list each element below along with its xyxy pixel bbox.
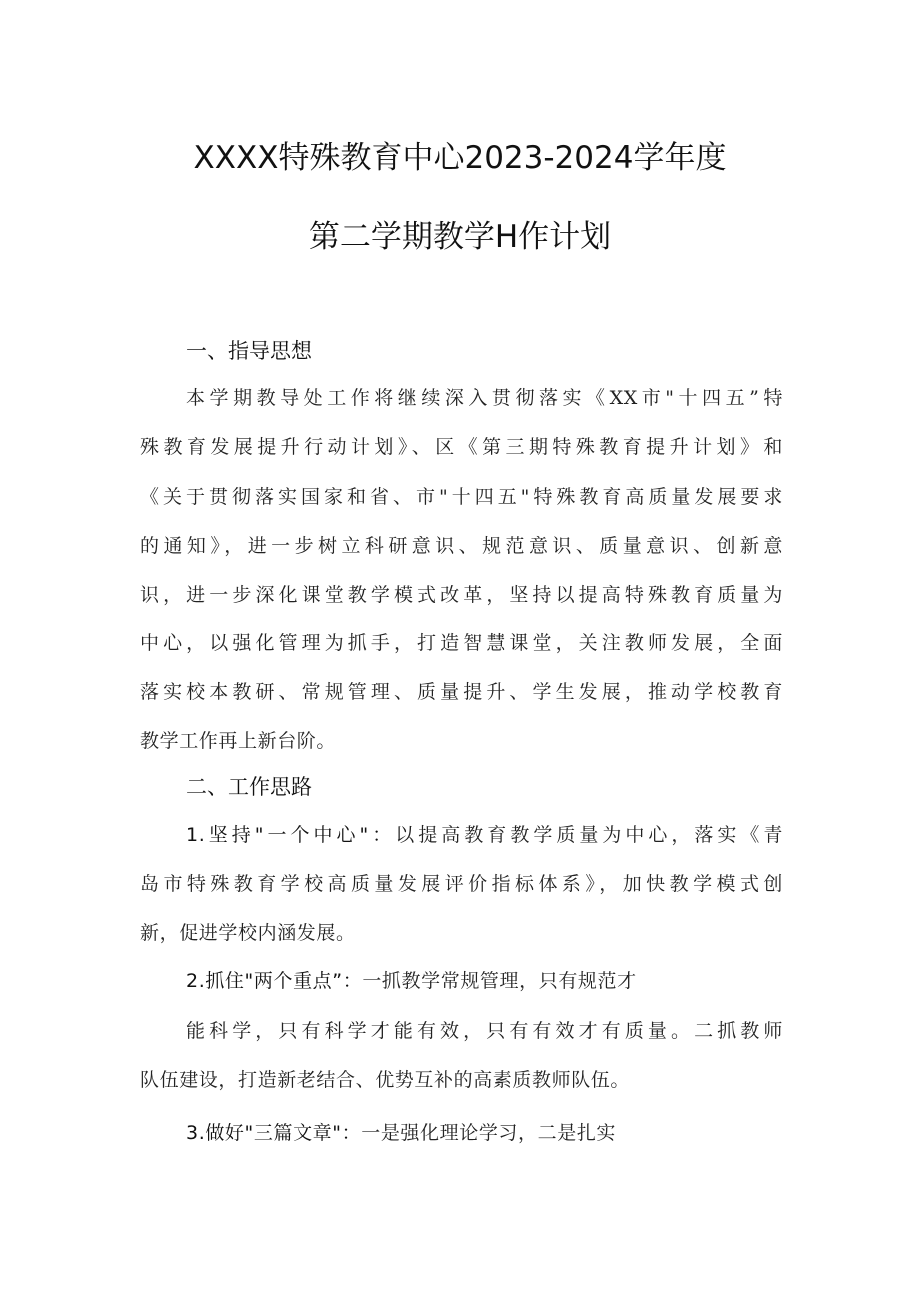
paragraph-line: 队伍建设，打造新老结合、优势互补的高素质教师队伍。 [140, 1069, 631, 1091]
point-text: 一抓教学常规管理，只有规范才 [362, 970, 637, 992]
paragraph-line: 落实校本教研、常规管理、质量提升、学生发展，推动学校教育 [140, 681, 783, 703]
paragraph-line: 新，促进学校内涵发展。 [140, 922, 356, 944]
section-heading-work-approach: 二、工作思路 [186, 775, 312, 799]
paragraph-line [186, 820, 783, 850]
point-lead: 1.坚持"一个中心"： [186, 824, 396, 846]
document-title-line-1: XXXX特殊教育中心2023-2024学年度 [193, 140, 727, 176]
point-lead: 2.抓住"两个重点”： [186, 970, 363, 992]
paragraph-line: 教学工作再上新台阶。 [140, 730, 337, 752]
point-text: 一是强化理论学习，二是扎实 [361, 1122, 617, 1144]
paragraph-line: 中心，以强化管理为抓手，打造智慧课堂，关注教师发展，全面 [140, 632, 783, 654]
paragraph-line: 《关于贯彻落实国家和省、市"十四五"特殊教育高质量发展要求 [140, 486, 783, 508]
point-lead: 3.做好"三篇文章"： [186, 1122, 362, 1144]
paragraph-line: 识，进一步深化课堂教学模式改革，坚持以提高特殊教育质量为 [140, 584, 783, 606]
paragraph-line: 岛市特殊教育学校高质量发展评价指标体系》，加快教学模式创 [140, 873, 783, 895]
paragraph-line [186, 966, 783, 996]
point-text: 以提高教育教学质量为中心，落实《青 [395, 824, 783, 846]
paragraph-line: 能科学，只有科学才能有效，只有有效才有质量。二抓教师 [186, 1020, 783, 1042]
document-title-line-2: 第二学期教学H作计划 [308, 219, 612, 255]
paragraph-line: 的通知》，进一步树立科研意识、规范意识、质量意识、创新意 [140, 535, 783, 557]
section-heading-guiding-ideology: 一、指导思想 [186, 339, 312, 363]
paragraph-line: 本学期教导处工作将继续深入贯彻落实《XX市"十四五”特 [186, 387, 783, 409]
paragraph-line [186, 1118, 783, 1148]
paragraph-line: 殊教育发展提升行动计划》、区《第三期特殊教育提升计划》和 [140, 436, 783, 458]
